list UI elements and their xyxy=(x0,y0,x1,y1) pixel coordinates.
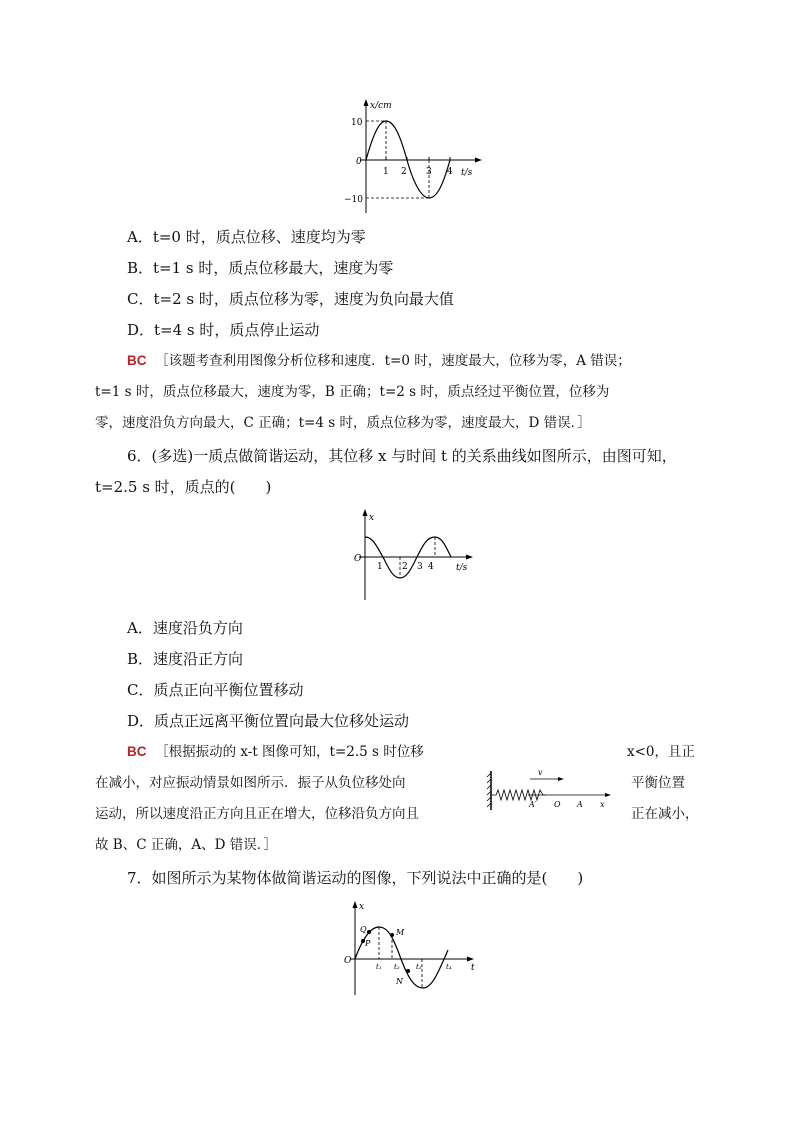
graph3-label-m: M xyxy=(396,928,405,937)
q6-answer-key: BC xyxy=(127,744,147,759)
q5-answer-line2: t=1 s 时，质点位移最大，速度为零，B 正确；t=2 s 时，质点经过平衡位置，位移为 xyxy=(95,384,610,400)
graph3-label-p: P xyxy=(365,939,371,948)
graph3-point-q xyxy=(367,930,371,934)
q6-option-c: C．质点正向平衡位置移动 xyxy=(127,681,304,699)
graph1-tick: 4 xyxy=(447,167,453,177)
graph1-ylabel: x/cm xyxy=(370,101,392,111)
graph1-ybottom: −10 xyxy=(344,195,363,205)
q6-answer-line4: 故 B、C 正确，A、D 错误．］ xyxy=(95,837,277,853)
graph3-point-m xyxy=(390,933,394,937)
graph1-tick: 1 xyxy=(383,167,389,177)
graph-q7-displacement xyxy=(340,895,480,1000)
graph2-xlabel: t/s xyxy=(456,563,468,573)
q6-answer-line2a: 在减小，对应振动情景如图所示．振子从负位移处向 xyxy=(95,775,406,791)
graph1-origin: 0 xyxy=(356,157,362,167)
q5-option-b: B．t=1 s 时，质点位移最大，速度为零 xyxy=(127,259,394,277)
spring-aprime-label: A′ xyxy=(529,800,537,809)
graph2-tick: 4 xyxy=(428,562,434,572)
q6-answer-text1: ［根据振动的 x-t 图像可知，t=2.5 s 时位移 xyxy=(155,744,424,760)
graph2-origin: O xyxy=(354,554,362,564)
q6-answer-line1a xyxy=(127,742,424,762)
spring-x-label: x xyxy=(600,800,605,809)
spring-o-label: O xyxy=(554,800,561,809)
q5-option-d: D．t=4 s 时，质点停止运动 xyxy=(127,321,320,339)
q6-option-d: D．质点正远离平衡位置向最大位移处运动 xyxy=(127,712,410,730)
graph3-ylabel: x xyxy=(359,902,365,912)
graph1-tick: 2 xyxy=(401,167,407,177)
q6-stem-line1: 6．(多选)一质点做简谐运动，其位移 x 与时间 t 的关系曲线如图所示，由图可知， xyxy=(127,447,677,465)
spring-oscillator-diagram xyxy=(486,763,616,818)
graph2-tick: 2 xyxy=(402,562,408,572)
q6-option-a: A．速度沿负方向 xyxy=(127,619,243,637)
spring-a-label: A xyxy=(577,800,583,809)
q5-option-a: A．t=0 时，质点位移、速度均为零 xyxy=(127,228,366,246)
graph3-xlabel: t xyxy=(471,963,475,973)
q5-answer-text1: ［该题考查利用图像分析位移和速度．t=0 时，速度最大，位移为零，A 错误； xyxy=(155,353,631,369)
graph-q5-displacement xyxy=(340,95,490,220)
q5-option-c: C．t=2 s 时，质点位移为零，速度为负向最大值 xyxy=(127,290,454,308)
graph3-label-q: Q xyxy=(360,925,367,934)
graph2-tick: 1 xyxy=(377,562,383,572)
q7-stem: 7．如图所示为某物体做简谐运动的图像，下列说法中正确的是( ) xyxy=(127,869,584,887)
graph-q6-displacement xyxy=(345,505,480,605)
q6-option-b: B．速度沿正方向 xyxy=(127,650,244,668)
q6-stem-line2: t=2.5 s 时，质点的( ) xyxy=(95,478,272,496)
q6-answer-line1b: x<0，且正 xyxy=(627,744,696,760)
q6-answer-line2b: 平衡位置 xyxy=(631,775,685,791)
q6-answer-line3a: 运动，所以速度沿正方向且正在增大，位移沿负方向且 xyxy=(95,806,419,822)
graph1-tick: 3 xyxy=(426,167,432,177)
graph3-label-n: N xyxy=(396,977,403,986)
graph1-ytop: 10 xyxy=(351,118,363,128)
graph3-tick: t₁ xyxy=(376,963,382,971)
graph3-tick: t₃ xyxy=(416,963,422,971)
graph3-origin: O xyxy=(344,956,352,966)
graph3-tick: t₂ xyxy=(394,963,400,971)
graph2-tick: 3 xyxy=(417,562,423,572)
q6-answer-line3b: 正在减小， xyxy=(631,806,699,822)
q5-answer-line1 xyxy=(127,351,631,371)
spring-v-label: v xyxy=(538,768,543,777)
q5-answer-key: BC xyxy=(127,353,147,368)
graph1-xlabel: t/s xyxy=(461,168,473,178)
graph3-point-n xyxy=(406,969,410,973)
graph3-tick: t₄ xyxy=(446,963,452,971)
q5-answer-line3: 零，速度沿负方向最大，C 正确；t=4 s 时，质点位移为零，速度最大，D 错误．］ xyxy=(95,415,591,431)
graph2-ylabel: x xyxy=(369,513,375,523)
